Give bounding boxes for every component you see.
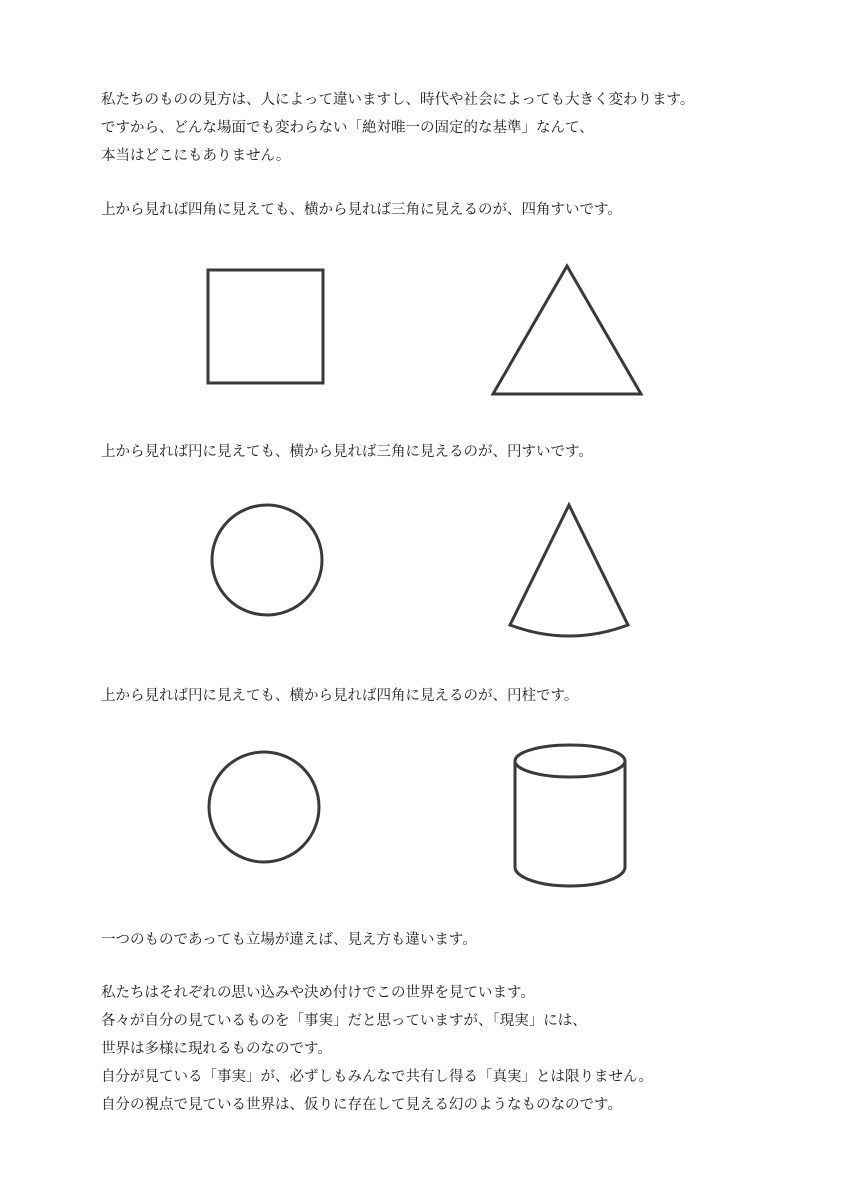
circle-icon (200, 744, 328, 870)
closing-line-5: 自分の視点で見ている世界は、仮りに存在して見える幻のようなものなのです。 (101, 1097, 622, 1113)
closing-line-2: 各々が自分の見ているものを「事実」だと思っていますが、「現実」には、 (101, 1013, 587, 1029)
intro-line-1: 私たちのものの見方は、人によって違いますし、時代や社会によっても大きく変わります。 (101, 92, 695, 108)
summary-line: 一つのものであっても立場が違えば、見え方も違います。 (101, 932, 477, 948)
cone-side-view (510, 505, 628, 636)
square-top-view (208, 270, 323, 383)
cylinder-top-ellipse (515, 745, 625, 777)
triangle-side-view (493, 266, 641, 394)
circle-top-view-cylinder (209, 752, 319, 862)
closing-line-4: 自分が見ている「事実」が、必ずしもみんなで共有し得る「真実」とは限りません。 (101, 1069, 653, 1085)
circle-top-view-cone (212, 505, 322, 615)
cylinder-icon (505, 737, 635, 897)
cone-caption: 上から見れば円に見えても、横から見れば三角に見えるのが、円すいです。 (101, 444, 593, 460)
cone-icon (500, 497, 638, 650)
cylinder-body (515, 761, 625, 886)
closing-line-3: 世界は多様に現れるものなのです。 (101, 1041, 332, 1057)
circle-icon (203, 498, 331, 622)
pyramid-caption: 上から見れば四角に見えても、横から見れば三角に見えるのが、四角すいです。 (101, 202, 622, 218)
closing-line-1: 私たちはそれぞれの思い込みや決め付けでこの世界を見ています。 (101, 985, 535, 1001)
cylinder-caption: 上から見れば円に見えても、横から見れば四角に見えるのが、円柱です。 (101, 688, 579, 704)
intro-line-2: ですから、どんな場面でも変わらない「絶対唯一の固定的な基準」なんて、 (101, 120, 594, 136)
square-icon (200, 262, 332, 390)
triangle-icon (485, 258, 650, 403)
intro-line-3: 本当はどこにもありません。 (101, 148, 291, 164)
